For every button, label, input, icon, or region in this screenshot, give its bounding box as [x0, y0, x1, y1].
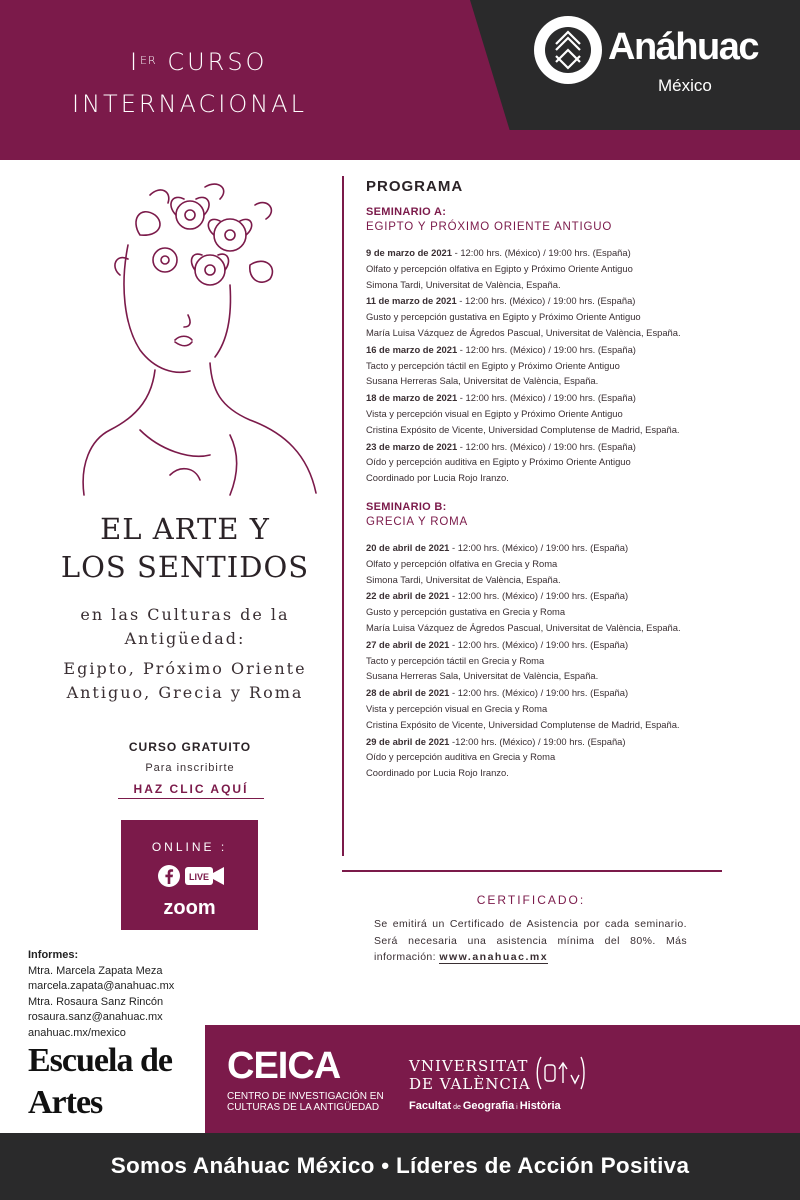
- certificate-divider: [342, 870, 722, 872]
- session-datetime: [366, 293, 706, 309]
- subtitle-line2: Antigüedad:: [124, 629, 246, 648]
- svg-text:LIVE: LIVE: [188, 872, 210, 882]
- session-speaker: Coordinado por Lucia Rojo Iranzo.: [366, 472, 509, 484]
- session-time: - 12:00 hrs. (México) / 19:00 hrs. (España): [449, 687, 629, 699]
- zoom-label: zoom: [163, 897, 216, 919]
- session-speaker: Simona Tardi, Universitat de València, España.: [366, 573, 561, 585]
- session-time: - 12:00 hrs. (México) / 19:00 hrs. (España): [449, 638, 629, 650]
- session-datetime: [366, 390, 706, 406]
- session-item: [366, 685, 706, 732]
- session-item: [366, 588, 706, 635]
- school-name: Escuela de Artes: [28, 1042, 172, 1121]
- contact-website[interactable]: anahuac.mx/mexico: [28, 1026, 126, 1039]
- session-date: 9 de marzo de 2021: [366, 247, 452, 258]
- session-datetime: [366, 734, 706, 750]
- slogan: Somos Anáhuac México • Líderes de Acción Positiva: [110, 1153, 690, 1178]
- session-topic: Olfato y percepción olfativa en Egipto y Próximo Oriente Antiguo: [366, 262, 633, 274]
- session-date: 27 de abril de 2021: [366, 638, 450, 650]
- main-title-line1: EL ARTE Y: [100, 512, 270, 546]
- session-time: - 12:00 hrs. (México) / 19:00 hrs. (España): [457, 392, 636, 404]
- session-datetime: [366, 342, 706, 358]
- session-item: [366, 734, 706, 781]
- subtitle-line1: en las Culturas de la: [80, 605, 290, 624]
- session-date: 20 de abril de 2021: [366, 541, 450, 553]
- session-topic: Gusto y percepción gustativa en Egipto y Próximo Oriente Antiguo: [366, 311, 641, 323]
- contact-heading: Informes:: [28, 949, 79, 961]
- session-time: - 12:00 hrs. (México) / 19:00 hrs. (España): [456, 295, 636, 307]
- session-time: - 12:00 hrs. (México) / 19:00 hrs. (España): [457, 343, 636, 355]
- flower-woman-illustration: [80, 175, 340, 505]
- session-topic: Oído y percepción auditiva en Grecia y Roma: [366, 751, 556, 763]
- session-time: - 12:00 hrs. (México) / 19:00 hrs. (España): [457, 440, 636, 452]
- seminar-b-title: SEMINARIO B:: [366, 500, 447, 513]
- session-date: 22 de abril de 2021: [366, 590, 450, 602]
- ceica-subtitle: CENTRO DE INVESTIGACIÓN EN CULTURAS DE LA ANTIGÜEDAD: [227, 1091, 384, 1113]
- session-topic: Olfato y percepción olfativa en Grecia y Roma: [366, 557, 558, 569]
- session-date: 28 de abril de 2021: [366, 687, 450, 699]
- course-heading-line2: INTERNACIONAL: [72, 90, 307, 118]
- live-video-icon: [185, 866, 225, 886]
- session-time: - 12:00 hrs. (México) / 19:00 hrs. (España): [449, 541, 629, 553]
- session-datetime: [366, 685, 706, 701]
- session-item: [366, 439, 706, 486]
- session-speaker: Coordinado por Lucia Rojo Iranzo.: [366, 767, 509, 779]
- partners-banner: [205, 1025, 800, 1133]
- facebook-icon: [157, 864, 181, 888]
- contact-info: [28, 948, 174, 1041]
- course-heading-line1: IER CURSO: [130, 48, 268, 76]
- session-topic: Oído y percepción auditiva en Egipto y Próximo Oriente Antiguo: [366, 456, 631, 468]
- seminar-b-subtitle: GRECIA Y ROMA: [366, 515, 469, 528]
- main-title-line2: LOS SENTIDOS: [60, 550, 310, 584]
- program-heading: PROGRAMA: [366, 178, 464, 195]
- program-section: [366, 178, 706, 782]
- session-item: [366, 245, 706, 292]
- session-topic: Vista y percepción visual en Grecia y Roma: [366, 702, 548, 714]
- subtitle-line3: Egipto, Próximo Oriente: [63, 659, 307, 678]
- online-label: ONLINE :: [151, 840, 228, 854]
- session-datetime: [366, 439, 706, 455]
- session-date: 16 de marzo de 2021: [366, 343, 458, 355]
- contact-line: Mtra. Rosaura Sanz Rincón: [28, 995, 164, 1008]
- session-time: -12:00 hrs. (México) / 19:00 hrs. (España): [449, 735, 626, 747]
- session-time: - 12:00 hrs. (México) / 19:00 hrs. (España): [451, 247, 631, 258]
- certificate-info-link[interactable]: www.anahuac.mx: [439, 951, 549, 963]
- online-box: [121, 820, 258, 930]
- seminar-b-sessions: [366, 540, 706, 781]
- session-item: [366, 342, 706, 389]
- session-speaker: Susana Herreras Sala, Universitat de València, España.: [366, 375, 599, 387]
- session-topic: Tacto y percepción táctil en Egipto y Próximo Oriente Antiguo: [366, 359, 620, 371]
- uv-name-line1: VNIVERSITAT: [409, 1057, 529, 1075]
- session-datetime: [366, 637, 706, 653]
- seminar-a-sessions: [366, 245, 706, 486]
- session-datetime: [366, 245, 706, 261]
- uv-faculty: Facultat de Geografia i Història: [409, 1100, 561, 1112]
- session-speaker: Susana Herreras Sala, Universitat de València, España.: [366, 670, 599, 682]
- session-time: - 12:00 hrs. (México) / 19:00 hrs. (España): [449, 590, 629, 602]
- seminar-a-title: SEMINARIO A:: [366, 206, 447, 218]
- session-date: 23 de marzo de 2021: [366, 440, 458, 452]
- session-datetime: [366, 588, 706, 604]
- session-datetime: [366, 540, 706, 556]
- session-date: 18 de marzo de 2021: [366, 392, 458, 404]
- session-item: [366, 540, 706, 587]
- contact-line: Mtra. Marcela Zapata Meza: [28, 964, 163, 977]
- session-item: [366, 637, 706, 684]
- session-item: [366, 293, 706, 340]
- session-item: [366, 390, 706, 437]
- session-topic: Vista y percepción visual en Egipto y Próximo Oriente Antiguo: [366, 407, 623, 419]
- certificate-text: Se emitirá un Certificado de Asistencia por cada seminario. Será necesaria una asistencia mínima del 80%. Más información: www.anahuac.mx: [374, 918, 687, 963]
- program-divider-vertical: [342, 176, 344, 856]
- session-speaker: María Luisa Vázquez de Ágredos Pascual, Universitat de València, España.: [366, 326, 681, 338]
- free-course-label: CURSO GRATUITO: [128, 740, 252, 754]
- anahuac-seal-icon: [532, 14, 604, 86]
- session-speaker: Simona Tardi, Universitat de València, España.: [366, 278, 561, 290]
- slogan-bar: [0, 1133, 800, 1200]
- uv-name-line2: DE VALÈNCIA: [409, 1075, 531, 1093]
- session-date: 11 de marzo de 2021: [366, 295, 457, 307]
- session-speaker: María Luisa Vázquez de Ágredos Pascual, Universitat de València, España.: [366, 621, 681, 633]
- session-topic: Tacto y percepción táctil en Grecia y Roma: [366, 654, 545, 666]
- contact-email-1[interactable]: marcela.zapata@anahuac.mx: [28, 980, 175, 992]
- session-speaker: Cristina Expósito de Vicente, Universidad Complutense de Madrid, España.: [366, 718, 680, 730]
- register-label: Para inscribirte: [145, 762, 235, 774]
- ceica-logo: CEICA: [227, 1045, 341, 1087]
- session-date: 29 de abril de 2021: [366, 735, 450, 747]
- certificate-title: CERTIFICADO:: [476, 893, 586, 907]
- uv-emblem-icon: [535, 1055, 585, 1091]
- contact-email-2[interactable]: rosaura.sanz@anahuac.mx: [28, 1011, 163, 1023]
- register-link[interactable]: HAZ CLIC AQUÍ: [118, 782, 264, 799]
- anahuac-brand: Anáhuac: [608, 26, 758, 68]
- session-speaker: Cristina Expósito de Vicente, Universidad Complutense de Madrid, España.: [366, 423, 680, 435]
- anahuac-brand-sub: México: [658, 76, 712, 95]
- session-topic: Gusto y percepción gustativa en Grecia y Roma: [366, 606, 566, 618]
- subtitle-line4: Antiguo, Grecia y Roma: [66, 683, 304, 702]
- seminar-a-subtitle: EGIPTO Y PRÓXIMO ORIENTE ANTIGUO: [366, 221, 613, 233]
